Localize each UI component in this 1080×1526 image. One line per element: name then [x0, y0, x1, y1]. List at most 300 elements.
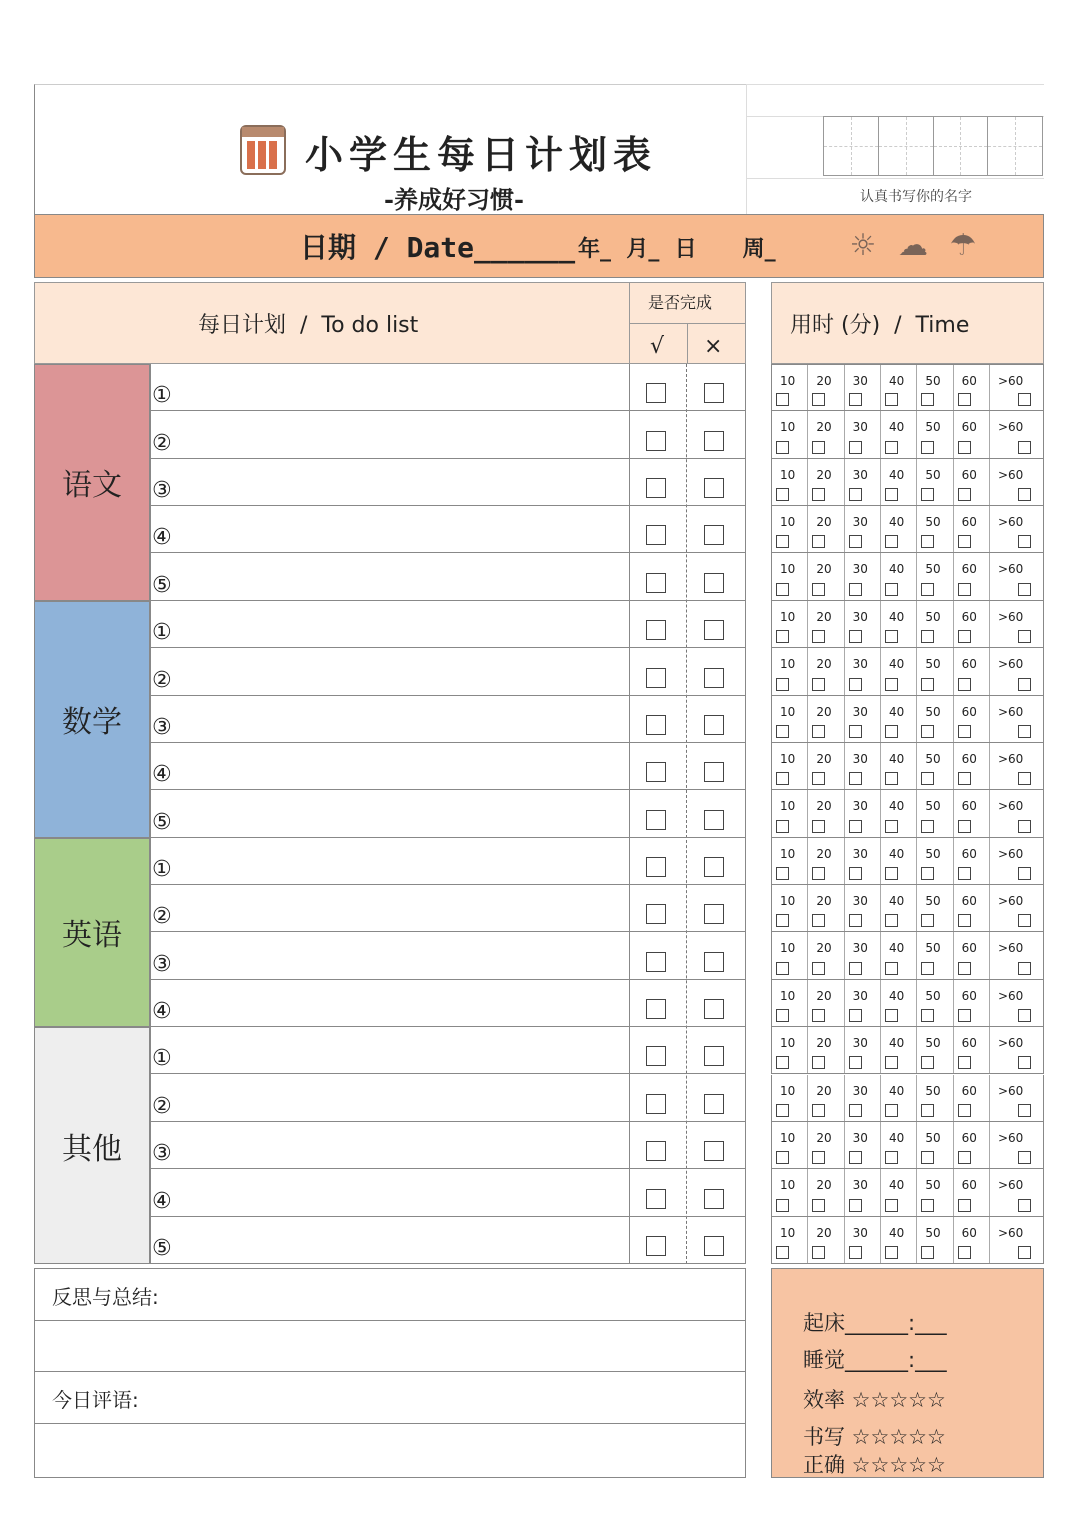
- table-row[interactable]: [150, 1075, 746, 1122]
- time-checkbox[interactable]: [1018, 583, 1031, 596]
- not-done-checkbox[interactable]: [704, 478, 724, 498]
- time-checkbox[interactable]: [958, 772, 971, 785]
- time-checkbox[interactable]: [921, 725, 934, 738]
- table-row[interactable]: [150, 553, 746, 600]
- time-option[interactable]: [954, 1027, 990, 1073]
- time-checkbox[interactable]: [958, 488, 971, 501]
- time-checkbox[interactable]: [776, 393, 789, 406]
- time-option[interactable]: [954, 885, 990, 931]
- time-checkbox[interactable]: [812, 914, 825, 927]
- time-checkbox[interactable]: [812, 1056, 825, 1069]
- table-row[interactable]: [150, 1169, 746, 1216]
- time-option[interactable]: [845, 1122, 881, 1168]
- time-option[interactable]: [917, 1217, 953, 1263]
- time-checkbox[interactable]: [885, 820, 898, 833]
- time-option[interactable]: [917, 601, 953, 647]
- not-done-checkbox[interactable]: [704, 810, 724, 830]
- time-checkbox[interactable]: [776, 630, 789, 643]
- time-checkbox[interactable]: [776, 867, 789, 880]
- time-option[interactable]: [808, 932, 844, 978]
- time-option[interactable]: [772, 411, 808, 457]
- time-option[interactable]: [845, 932, 881, 978]
- time-checkbox[interactable]: [812, 1199, 825, 1212]
- time-option[interactable]: [845, 743, 881, 789]
- table-row[interactable]: [150, 1027, 746, 1074]
- time-option[interactable]: [917, 506, 953, 552]
- time-option[interactable]: [954, 411, 990, 457]
- time-option[interactable]: [917, 411, 953, 457]
- time-checkbox[interactable]: [885, 1009, 898, 1022]
- time-checkbox[interactable]: [849, 1104, 862, 1117]
- time-option[interactable]: [990, 1122, 1043, 1168]
- time-checkbox[interactable]: [849, 535, 862, 548]
- time-option[interactable]: [917, 365, 953, 410]
- time-option[interactable]: [990, 553, 1043, 599]
- time-option[interactable]: [917, 838, 953, 884]
- time-option[interactable]: [881, 838, 917, 884]
- time-checkbox[interactable]: [921, 867, 934, 880]
- table-row[interactable]: [150, 743, 746, 790]
- time-option[interactable]: [881, 648, 917, 694]
- time-checkbox[interactable]: [885, 441, 898, 454]
- time-checkbox[interactable]: [885, 488, 898, 501]
- date-fields[interactable]: 年_ 月_ 日 周_: [578, 237, 776, 262]
- time-option[interactable]: [881, 411, 917, 457]
- time-option[interactable]: [808, 1217, 844, 1263]
- time-checkbox[interactable]: [921, 535, 934, 548]
- table-row[interactable]: [150, 648, 746, 695]
- time-checkbox[interactable]: [849, 1151, 862, 1164]
- time-option[interactable]: [881, 1075, 917, 1121]
- time-checkbox[interactable]: [849, 962, 862, 975]
- date-label[interactable]: 日期 / Date______: [300, 231, 576, 264]
- time-checkbox[interactable]: [958, 630, 971, 643]
- time-checkbox[interactable]: [812, 678, 825, 691]
- done-checkbox[interactable]: [646, 1141, 666, 1161]
- time-option[interactable]: [845, 648, 881, 694]
- time-option[interactable]: [881, 790, 917, 836]
- table-row[interactable]: [150, 790, 746, 837]
- time-checkbox[interactable]: [1018, 772, 1031, 785]
- time-checkbox[interactable]: [849, 630, 862, 643]
- time-checkbox[interactable]: [958, 583, 971, 596]
- time-option[interactable]: [845, 601, 881, 647]
- time-checkbox[interactable]: [921, 1199, 934, 1212]
- time-checkbox[interactable]: [776, 772, 789, 785]
- time-option[interactable]: [990, 980, 1043, 1026]
- time-option[interactable]: [808, 838, 844, 884]
- time-checkbox[interactable]: [958, 1199, 971, 1212]
- time-checkbox[interactable]: [921, 772, 934, 785]
- time-checkbox[interactable]: [849, 393, 862, 406]
- time-option[interactable]: [772, 365, 808, 410]
- time-option[interactable]: [845, 506, 881, 552]
- time-option[interactable]: [917, 980, 953, 1026]
- time-checkbox[interactable]: [776, 1151, 789, 1164]
- time-checkbox[interactable]: [812, 1246, 825, 1259]
- time-checkbox[interactable]: [1018, 488, 1031, 501]
- not-done-checkbox[interactable]: [704, 668, 724, 688]
- time-option[interactable]: [808, 601, 844, 647]
- not-done-checkbox[interactable]: [704, 1094, 724, 1114]
- cloud-icon[interactable]: ☁: [898, 228, 928, 263]
- time-option[interactable]: [845, 1027, 881, 1073]
- time-option[interactable]: [772, 1027, 808, 1073]
- time-option[interactable]: [881, 506, 917, 552]
- done-checkbox[interactable]: [646, 810, 666, 830]
- time-option[interactable]: [917, 696, 953, 742]
- time-option[interactable]: [772, 1217, 808, 1263]
- time-checkbox[interactable]: [776, 1009, 789, 1022]
- sleep-time[interactable]: 睡觉______:___: [803, 1348, 947, 1372]
- time-option[interactable]: [881, 553, 917, 599]
- time-option[interactable]: [917, 459, 953, 505]
- time-option[interactable]: [881, 743, 917, 789]
- time-checkbox[interactable]: [812, 1151, 825, 1164]
- time-option[interactable]: [990, 696, 1043, 742]
- not-done-checkbox[interactable]: [704, 999, 724, 1019]
- done-checkbox[interactable]: [646, 620, 666, 640]
- time-checkbox[interactable]: [1018, 914, 1031, 927]
- done-checkbox[interactable]: [646, 525, 666, 545]
- time-option[interactable]: [917, 553, 953, 599]
- time-checkbox[interactable]: [849, 583, 862, 596]
- time-checkbox[interactable]: [885, 583, 898, 596]
- time-option[interactable]: [917, 1122, 953, 1168]
- table-row[interactable]: [150, 411, 746, 458]
- time-option[interactable]: [954, 365, 990, 410]
- rain-icon[interactable]: ☂: [949, 228, 977, 263]
- time-option[interactable]: [772, 838, 808, 884]
- time-checkbox[interactable]: [921, 1151, 934, 1164]
- time-checkbox[interactable]: [776, 962, 789, 975]
- time-option[interactable]: [990, 932, 1043, 978]
- time-option[interactable]: [772, 1122, 808, 1168]
- time-option[interactable]: [772, 1169, 808, 1215]
- table-row[interactable]: [150, 1122, 746, 1169]
- time-option[interactable]: [808, 648, 844, 694]
- time-option[interactable]: [954, 790, 990, 836]
- time-option[interactable]: [917, 885, 953, 931]
- done-checkbox[interactable]: [646, 383, 666, 403]
- time-option[interactable]: [954, 601, 990, 647]
- time-option[interactable]: [845, 459, 881, 505]
- time-checkbox[interactable]: [958, 441, 971, 454]
- time-checkbox[interactable]: [885, 630, 898, 643]
- time-option[interactable]: [845, 553, 881, 599]
- done-checkbox[interactable]: [646, 999, 666, 1019]
- time-checkbox[interactable]: [776, 1056, 789, 1069]
- time-option[interactable]: [990, 648, 1043, 694]
- time-checkbox[interactable]: [849, 441, 862, 454]
- time-option[interactable]: [917, 1169, 953, 1215]
- not-done-checkbox[interactable]: [704, 431, 724, 451]
- time-checkbox[interactable]: [958, 678, 971, 691]
- time-checkbox[interactable]: [776, 583, 789, 596]
- sun-icon[interactable]: ☼: [849, 228, 877, 263]
- time-checkbox[interactable]: [849, 1009, 862, 1022]
- not-done-checkbox[interactable]: [704, 952, 724, 972]
- time-option[interactable]: [954, 506, 990, 552]
- time-option[interactable]: [954, 648, 990, 694]
- time-option[interactable]: [917, 1075, 953, 1121]
- time-checkbox[interactable]: [885, 867, 898, 880]
- time-option[interactable]: [845, 1217, 881, 1263]
- done-checkbox[interactable]: [646, 668, 666, 688]
- time-checkbox[interactable]: [776, 441, 789, 454]
- time-checkbox[interactable]: [849, 820, 862, 833]
- not-done-checkbox[interactable]: [704, 1236, 724, 1256]
- table-row[interactable]: [150, 459, 746, 506]
- time-option[interactable]: [881, 932, 917, 978]
- time-checkbox[interactable]: [921, 1104, 934, 1117]
- time-option[interactable]: [772, 885, 808, 931]
- time-option[interactable]: [881, 1122, 917, 1168]
- time-checkbox[interactable]: [885, 1199, 898, 1212]
- done-checkbox[interactable]: [646, 573, 666, 593]
- time-option[interactable]: [954, 1169, 990, 1215]
- time-option[interactable]: [845, 1169, 881, 1215]
- time-checkbox[interactable]: [958, 1246, 971, 1259]
- time-checkbox[interactable]: [776, 535, 789, 548]
- time-checkbox[interactable]: [812, 583, 825, 596]
- time-option[interactable]: [954, 459, 990, 505]
- done-checkbox[interactable]: [646, 762, 666, 782]
- time-checkbox[interactable]: [958, 1104, 971, 1117]
- time-checkbox[interactable]: [921, 441, 934, 454]
- time-checkbox[interactable]: [921, 914, 934, 927]
- time-checkbox[interactable]: [776, 725, 789, 738]
- time-option[interactable]: [808, 506, 844, 552]
- time-checkbox[interactable]: [885, 1104, 898, 1117]
- time-option[interactable]: [990, 885, 1043, 931]
- time-option[interactable]: [845, 790, 881, 836]
- time-option[interactable]: [917, 743, 953, 789]
- time-checkbox[interactable]: [849, 488, 862, 501]
- time-checkbox[interactable]: [921, 1009, 934, 1022]
- time-checkbox[interactable]: [849, 1246, 862, 1259]
- time-checkbox[interactable]: [885, 535, 898, 548]
- time-option[interactable]: [881, 459, 917, 505]
- time-checkbox[interactable]: [849, 772, 862, 785]
- time-option[interactable]: [845, 885, 881, 931]
- time-checkbox[interactable]: [958, 820, 971, 833]
- not-done-checkbox[interactable]: [704, 525, 724, 545]
- time-checkbox[interactable]: [1018, 535, 1031, 548]
- time-option[interactable]: [808, 553, 844, 599]
- time-option[interactable]: [808, 365, 844, 410]
- time-checkbox[interactable]: [1018, 1104, 1031, 1117]
- time-checkbox[interactable]: [849, 1056, 862, 1069]
- time-option[interactable]: [954, 743, 990, 789]
- time-checkbox[interactable]: [776, 488, 789, 501]
- time-option[interactable]: [917, 648, 953, 694]
- time-checkbox[interactable]: [812, 393, 825, 406]
- time-checkbox[interactable]: [1018, 1009, 1031, 1022]
- time-option[interactable]: [808, 980, 844, 1026]
- writing-rating[interactable]: 书写 ☆☆☆☆☆: [803, 1425, 946, 1449]
- time-checkbox[interactable]: [921, 630, 934, 643]
- time-checkbox[interactable]: [1018, 962, 1031, 975]
- time-checkbox[interactable]: [849, 678, 862, 691]
- time-checkbox[interactable]: [921, 1056, 934, 1069]
- time-checkbox[interactable]: [885, 772, 898, 785]
- time-option[interactable]: [954, 1075, 990, 1121]
- time-checkbox[interactable]: [1018, 820, 1031, 833]
- time-option[interactable]: [808, 885, 844, 931]
- time-option[interactable]: [881, 1169, 917, 1215]
- time-option[interactable]: [954, 1217, 990, 1263]
- time-option[interactable]: [990, 790, 1043, 836]
- done-checkbox[interactable]: [646, 1094, 666, 1114]
- time-option[interactable]: [845, 980, 881, 1026]
- time-option[interactable]: [772, 506, 808, 552]
- time-option[interactable]: [845, 365, 881, 410]
- time-option[interactable]: [808, 411, 844, 457]
- done-checkbox[interactable]: [646, 904, 666, 924]
- time-checkbox[interactable]: [1018, 678, 1031, 691]
- time-option[interactable]: [954, 980, 990, 1026]
- time-checkbox[interactable]: [1018, 1199, 1031, 1212]
- not-done-checkbox[interactable]: [704, 857, 724, 877]
- time-option[interactable]: [990, 1075, 1043, 1121]
- accuracy-rating[interactable]: 正确 ☆☆☆☆☆: [803, 1453, 946, 1477]
- time-option[interactable]: [845, 1075, 881, 1121]
- time-option[interactable]: [990, 838, 1043, 884]
- time-option[interactable]: [845, 838, 881, 884]
- table-row[interactable]: [150, 696, 746, 743]
- time-checkbox[interactable]: [958, 535, 971, 548]
- done-checkbox[interactable]: [646, 478, 666, 498]
- table-row[interactable]: [150, 506, 746, 553]
- not-done-checkbox[interactable]: [704, 1046, 724, 1066]
- time-option[interactable]: [772, 553, 808, 599]
- time-checkbox[interactable]: [812, 725, 825, 738]
- time-option[interactable]: [954, 838, 990, 884]
- time-option[interactable]: [881, 365, 917, 410]
- time-checkbox[interactable]: [958, 393, 971, 406]
- time-checkbox[interactable]: [812, 867, 825, 880]
- time-checkbox[interactable]: [958, 725, 971, 738]
- time-option[interactable]: [808, 1169, 844, 1215]
- not-done-checkbox[interactable]: [704, 1141, 724, 1161]
- time-checkbox[interactable]: [776, 1246, 789, 1259]
- time-option[interactable]: [954, 696, 990, 742]
- time-checkbox[interactable]: [921, 962, 934, 975]
- table-row[interactable]: [150, 980, 746, 1027]
- time-option[interactable]: [808, 459, 844, 505]
- time-option[interactable]: [954, 1122, 990, 1168]
- not-done-checkbox[interactable]: [704, 1189, 724, 1209]
- time-option[interactable]: [990, 1027, 1043, 1073]
- done-checkbox[interactable]: [646, 431, 666, 451]
- table-row[interactable]: [150, 364, 746, 411]
- time-option[interactable]: [881, 1027, 917, 1073]
- time-checkbox[interactable]: [776, 1199, 789, 1212]
- time-option[interactable]: [808, 1075, 844, 1121]
- time-checkbox[interactable]: [1018, 867, 1031, 880]
- time-checkbox[interactable]: [921, 820, 934, 833]
- time-checkbox[interactable]: [885, 1056, 898, 1069]
- time-checkbox[interactable]: [812, 1009, 825, 1022]
- time-checkbox[interactable]: [776, 678, 789, 691]
- time-option[interactable]: [772, 601, 808, 647]
- time-checkbox[interactable]: [776, 1104, 789, 1117]
- time-option[interactable]: [990, 506, 1043, 552]
- not-done-checkbox[interactable]: [704, 715, 724, 735]
- time-option[interactable]: [772, 980, 808, 1026]
- time-checkbox[interactable]: [1018, 1056, 1031, 1069]
- time-option[interactable]: [808, 696, 844, 742]
- done-checkbox[interactable]: [646, 715, 666, 735]
- time-checkbox[interactable]: [1018, 1246, 1031, 1259]
- time-checkbox[interactable]: [958, 914, 971, 927]
- not-done-checkbox[interactable]: [704, 573, 724, 593]
- time-checkbox[interactable]: [812, 441, 825, 454]
- table-row[interactable]: [150, 838, 746, 885]
- done-checkbox[interactable]: [646, 1189, 666, 1209]
- time-option[interactable]: [772, 648, 808, 694]
- time-checkbox[interactable]: [885, 725, 898, 738]
- time-checkbox[interactable]: [958, 1151, 971, 1164]
- time-option[interactable]: [990, 459, 1043, 505]
- time-option[interactable]: [917, 1027, 953, 1073]
- time-checkbox[interactable]: [812, 820, 825, 833]
- time-checkbox[interactable]: [958, 962, 971, 975]
- time-checkbox[interactable]: [812, 772, 825, 785]
- time-checkbox[interactable]: [958, 1009, 971, 1022]
- time-option[interactable]: [917, 932, 953, 978]
- time-checkbox[interactable]: [812, 1104, 825, 1117]
- time-checkbox[interactable]: [921, 1246, 934, 1259]
- time-checkbox[interactable]: [812, 962, 825, 975]
- time-option[interactable]: [881, 1217, 917, 1263]
- time-checkbox[interactable]: [849, 867, 862, 880]
- time-checkbox[interactable]: [1018, 630, 1031, 643]
- time-checkbox[interactable]: [921, 678, 934, 691]
- time-checkbox[interactable]: [921, 583, 934, 596]
- time-option[interactable]: [808, 790, 844, 836]
- time-option[interactable]: [772, 932, 808, 978]
- time-option[interactable]: [881, 601, 917, 647]
- time-option[interactable]: [954, 553, 990, 599]
- time-option[interactable]: [808, 743, 844, 789]
- table-row[interactable]: [150, 932, 746, 979]
- efficiency-rating[interactable]: 效率 ☆☆☆☆☆: [803, 1388, 946, 1412]
- time-option[interactable]: [917, 790, 953, 836]
- time-checkbox[interactable]: [885, 1246, 898, 1259]
- not-done-checkbox[interactable]: [704, 904, 724, 924]
- time-checkbox[interactable]: [958, 867, 971, 880]
- time-checkbox[interactable]: [849, 1199, 862, 1212]
- time-checkbox[interactable]: [921, 488, 934, 501]
- time-option[interactable]: [772, 790, 808, 836]
- time-option[interactable]: [772, 743, 808, 789]
- time-checkbox[interactable]: [849, 725, 862, 738]
- time-option[interactable]: [990, 601, 1043, 647]
- time-checkbox[interactable]: [1018, 441, 1031, 454]
- table-row[interactable]: [150, 1217, 746, 1264]
- time-checkbox[interactable]: [885, 393, 898, 406]
- time-checkbox[interactable]: [1018, 393, 1031, 406]
- time-option[interactable]: [772, 1075, 808, 1121]
- time-option[interactable]: [808, 1122, 844, 1168]
- time-checkbox[interactable]: [776, 914, 789, 927]
- table-row[interactable]: [150, 885, 746, 932]
- time-checkbox[interactable]: [1018, 725, 1031, 738]
- time-checkbox[interactable]: [812, 535, 825, 548]
- time-option[interactable]: [990, 365, 1043, 410]
